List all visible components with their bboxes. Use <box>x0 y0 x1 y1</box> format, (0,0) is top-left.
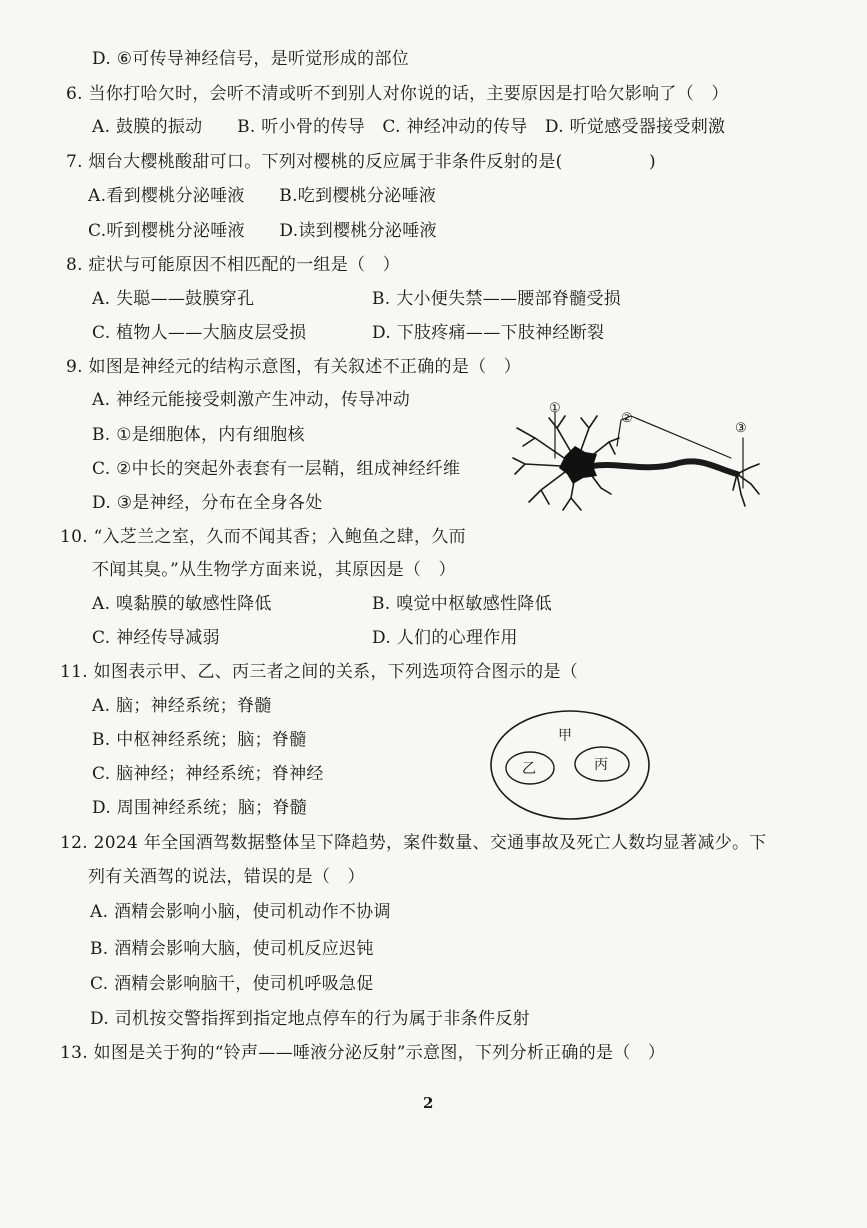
question-8: 8. 症状与可能原因不相匹配的一组是（ ） <box>66 255 400 275</box>
neuron-diagram <box>505 398 767 516</box>
cell-body <box>559 446 597 484</box>
q12-option-a: A. 酒精会影响小脑，使司机动作不协调 <box>90 902 391 922</box>
q6-options: A. 鼓膜的振动 B. 听小骨的传导 C. 神经冲动的传导 D. 听觉感受器接受刺激 <box>92 117 726 137</box>
neuron-label-3: ③ <box>735 421 747 436</box>
q10-option-c: C. 神经传导减弱 <box>92 628 220 648</box>
q10-option-d: D. 人们的心理作用 <box>372 628 518 648</box>
question-12-line-2: 列有关酒驾的说法，错误的是（ ） <box>88 867 365 887</box>
q8-option-b: B. 大小便失禁——腰部脊髓受损 <box>372 289 622 309</box>
set-diagram <box>488 708 652 822</box>
question-9: 9. 如图是神经元的结构示意图，有关叙述不正确的是（ ） <box>66 357 522 377</box>
question-12-line-1: 12. 2024 年全国酒驾数据整体呈下降趋势，案件数量、交通事故及死亡人数均显著减少。下 <box>60 833 767 853</box>
q10-option-a: A. 嗅黏膜的敏感性降低 <box>92 594 272 614</box>
q5-option-d: D. ⑥可传导神经信号，是听觉形成的部位 <box>92 49 410 69</box>
q7-options-cd: C.听到樱桃分泌唾液 D.读到樱桃分泌唾液 <box>88 221 437 241</box>
q7-options-ab: A.看到樱桃分泌唾液 B.吃到樱桃分泌唾液 <box>88 186 437 206</box>
q9-option-a: A. 神经元能接受刺激产生冲动，传导冲动 <box>92 390 411 410</box>
q11-option-c: C. 脑神经；神经系统；脊神经 <box>92 764 324 784</box>
q11-option-a: A. 脑；神经系统；脊髓 <box>92 696 272 716</box>
question-7: 7. 烟台大樱桃酸甜可口。下列对樱桃的反应属于非条件反射的是( ) <box>66 152 656 172</box>
q12-option-b: B. 酒精会影响大脑，使司机反应迟钝 <box>90 939 374 959</box>
label-yi: 乙 <box>522 761 536 777</box>
page-number: 2 <box>423 1094 434 1112</box>
label-bing: 丙 <box>594 757 608 773</box>
neuron-label-2: ② <box>621 411 633 426</box>
question-11: 11. 如图表示甲、乙、丙三者之间的关系，下列选项符合图示的是（ <box>60 662 579 682</box>
question-10-line-2: 不闻其臭。”从生物学方面来说，其原因是（ ） <box>92 560 456 580</box>
q8-option-a: A. 失聪——鼓膜穿孔 <box>92 289 255 309</box>
q12-option-d: D. 司机按交警指挥到指定地点停车的行为属于非条件反射 <box>90 1009 530 1029</box>
q9-option-d: D. ③是神经，分布在全身各处 <box>92 493 323 513</box>
q9-option-b: B. ①是细胞体，内有细胞核 <box>92 425 305 445</box>
neuron-label-1: ① <box>549 401 561 416</box>
q8-option-c: C. 植物人——大脑皮层受损 <box>92 323 307 343</box>
q8-option-d: D. 下肢疼痛——下肢神经断裂 <box>372 323 605 343</box>
q11-option-b: B. 中枢神经系统；脑；脊髓 <box>92 730 307 750</box>
q11-option-d: D. 周围神经系统；脑；脊髓 <box>92 798 308 818</box>
q12-option-c: C. 酒精会影响脑干，使司机呼吸急促 <box>90 974 374 994</box>
label-jia: 甲 <box>558 728 572 744</box>
q10-option-b: B. 嗅觉中枢敏感性降低 <box>372 594 552 614</box>
question-6: 6. 当你打哈欠时，会听不清或听不到别人对你说的话，主要原因是打哈欠影响了（ ） <box>66 84 729 104</box>
q9-option-c: C. ②中长的突起外表套有一层鞘，组成神经纤维 <box>92 459 461 479</box>
question-10-line-1: 10. “入芝兰之室，久而不闻其香；入鲍鱼之肆，久而 <box>60 527 466 547</box>
question-13: 13. 如图是关于狗的“铃声——唾液分泌反射”示意图，下列分析正确的是（ ） <box>60 1043 666 1063</box>
